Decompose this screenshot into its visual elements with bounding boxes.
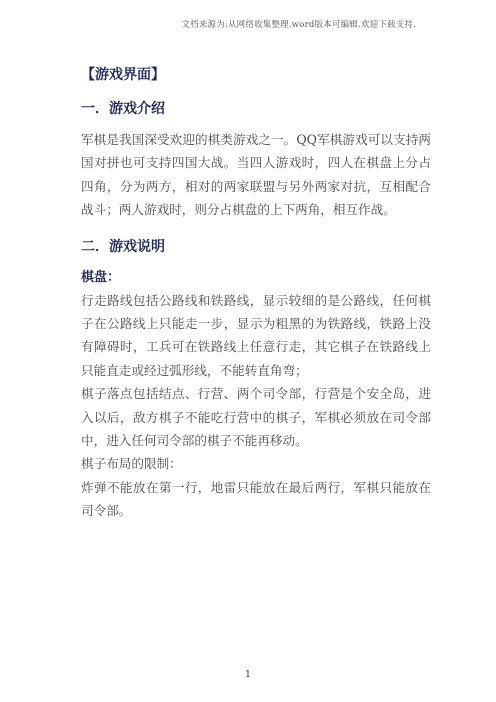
board-paragraph-points: 棋子落点包括结点、行营、两个司令部，行营是个安全岛，进入以后，敌方棋子不能吃行营中的棋子，军棋必须放在司令部中，进入任何司令部的棋子不能再移动。 bbox=[81, 386, 431, 449]
layout-limits-paragraph: 炸弹不能放在第一行，地雷只能放在最后两行，军棋只能放在司令部。 bbox=[81, 479, 431, 519]
board-paragraph-routes: 行走路线包括公路线和铁路线，显示较细的是公路线，任何棋子在公路线上只能走一步，显示为粗黑的为铁路线，铁路上没有障碍时，工兵可在铁路线上任意行走，其它棋子在铁路线上只能直走或经过弧形线，不能转直角弯； bbox=[81, 292, 431, 378]
document-body bbox=[81, 64, 431, 523]
board-subheading: 棋盘： bbox=[81, 269, 121, 285]
document-title: 【游戏界面】 bbox=[81, 67, 165, 83]
section-heading-intro: 一．游戏介绍 bbox=[81, 101, 165, 117]
page-number: 1 bbox=[245, 670, 251, 680]
section-heading-rules: 二．游戏说明 bbox=[81, 238, 165, 255]
layout-limits-label: 棋子布局的限制： bbox=[81, 456, 182, 472]
header-source-note: 文档来源为:从网络收集整理.word版本可编辑.欢迎下载支持. bbox=[181, 20, 416, 30]
intro-paragraph: 军棋是我国深受欢迎的棋类游戏之一。QQ军棋游戏可以支持两国对拼也可支持四国大战。当四人游戏时，四人在棋盘上分占四角，分为两方，相对的两家联盟与另外两家对抗，互相配合战斗；两人游戏时，则分占棋盘的上下两角，相互作战。 bbox=[81, 132, 431, 218]
